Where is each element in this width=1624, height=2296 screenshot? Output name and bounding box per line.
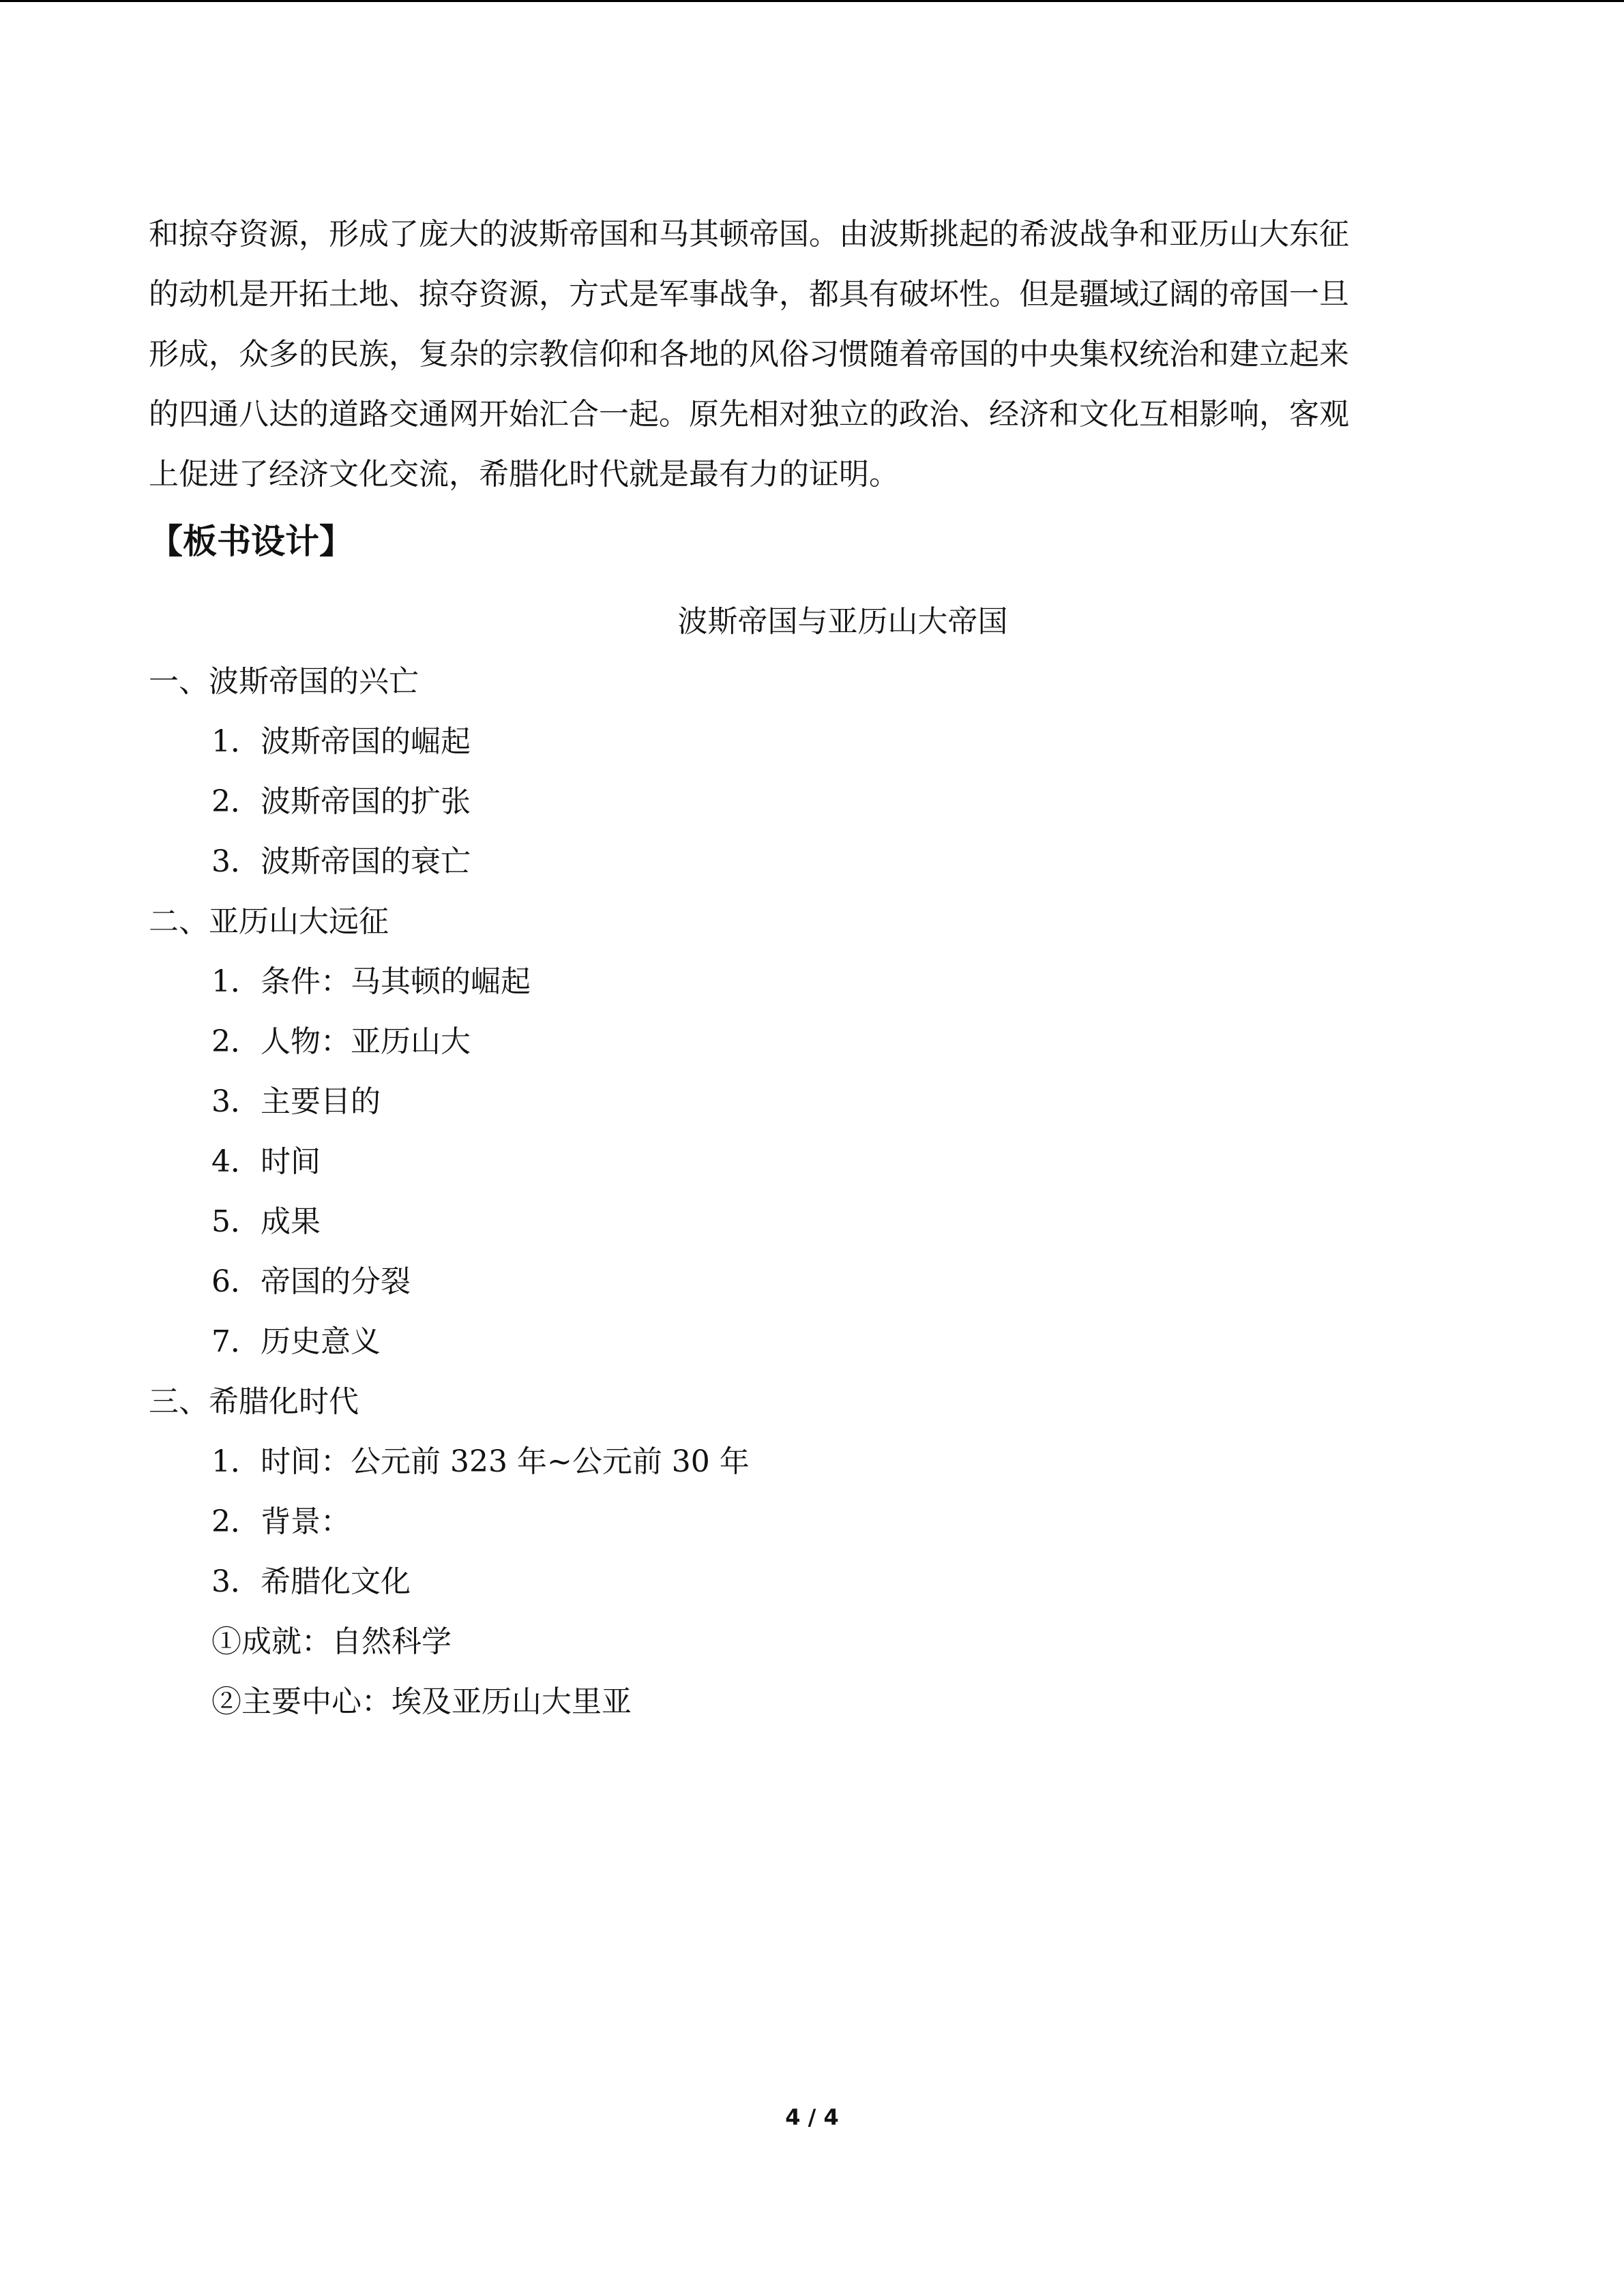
outline-heading: 二、亚历山大远征 — [149, 904, 389, 939]
section-heading: 【板书设计】 — [149, 521, 353, 561]
outline-item: 3．波斯帝国的衰亡 — [211, 844, 471, 879]
outline-heading: 三、希腊化时代 — [149, 1384, 359, 1419]
outline-item: ①成就：自然科学 — [211, 1624, 452, 1659]
outline-item: ②主要中心：埃及亚历山大里亚 — [211, 1684, 632, 1719]
outline-item: 7．历史意义 — [211, 1324, 381, 1359]
intro-paragraph — [149, 205, 1465, 505]
intro-line: 和掠夺资源，形成了庞大的波斯帝国和马其顿帝国。由波斯挑起的希波战争和亚历山大东征 — [149, 217, 1349, 252]
outline-heading: 一、波斯帝国的兴亡 — [149, 664, 419, 699]
outline-item: 5．成果 — [211, 1204, 321, 1239]
intro-line: 形成，众多的民族，复杂的宗教信仰和各地的风俗习惯随着帝国的中央集权统治和建立起来 — [149, 337, 1349, 372]
board-outline — [149, 652, 750, 1732]
outline-item: 3．主要目的 — [211, 1084, 381, 1119]
intro-line: 的四通八达的道路交通网开始汇合一起。原先相对独立的政治、经济和文化互相影响，客观 — [149, 397, 1349, 432]
page-number: 4 / 4 — [785, 2104, 839, 2130]
board-title: 波斯帝国与亚历山大帝国 — [677, 604, 1008, 639]
outline-item: 2．背景： — [211, 1504, 351, 1539]
intro-line: 的动机是开拓土地、掠夺资源，方式是军事战争，都具有破坏性。但是疆域辽阔的帝国一旦 — [149, 277, 1349, 312]
outline-item: 2．波斯帝国的扩张 — [211, 784, 471, 819]
outline-item: 4．时间 — [211, 1144, 321, 1179]
outline-item: 2．人物：亚历山大 — [211, 1024, 471, 1059]
outline-item: 6．帝国的分裂 — [211, 1264, 411, 1299]
outline-item: 3．希腊化文化 — [211, 1564, 411, 1599]
outline-item: 1．波斯帝国的崛起 — [211, 724, 471, 759]
intro-line: 上促进了经济文化交流，希腊化时代就是最有力的证明。 — [149, 457, 899, 492]
outline-item: 1．时间：公元前 323 年~公元前 30 年 — [211, 1444, 750, 1479]
outline-item: 1．条件：马其顿的崛起 — [211, 964, 531, 999]
